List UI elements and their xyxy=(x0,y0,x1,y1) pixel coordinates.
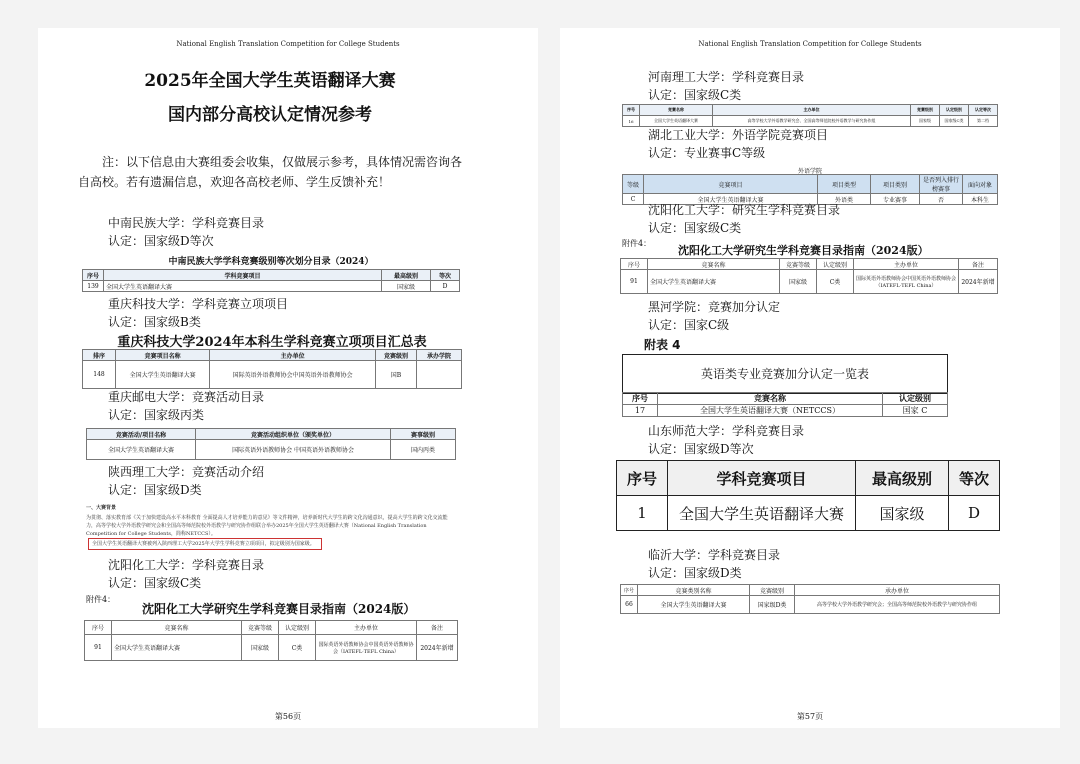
r3-caption: 沈阳化工大学研究生学科竞赛目录指南（2024版） xyxy=(678,244,929,257)
s1-caption: 中南民族大学学科竞赛级别等次划分目录（2024） xyxy=(168,257,374,267)
td: 专业赛事 xyxy=(871,194,920,205)
table-row xyxy=(617,496,1000,531)
th: 最高级别 xyxy=(382,270,431,281)
td: 外语类 xyxy=(818,194,871,205)
th: 承办学院 xyxy=(417,350,462,361)
s4-level: 认定：国家级D类 xyxy=(108,483,202,497)
r3-level: 认定：国家级C类 xyxy=(648,221,742,235)
s3-level: 认定：国家级丙类 xyxy=(108,408,205,422)
td: 148 xyxy=(83,361,116,389)
th: 项目类别 xyxy=(871,175,920,194)
s5-school: 沈阳化工大学：学科竞赛目录 xyxy=(108,558,265,572)
r4-school: 黑河学院：竞赛加分认定 xyxy=(648,300,781,314)
table-row xyxy=(623,116,998,127)
table-row xyxy=(621,270,998,294)
td: 2024年新增 xyxy=(959,270,998,294)
s2-caption: 重庆科技大学2024年本科生学科竞赛立项项目汇总表 xyxy=(117,335,427,350)
td: 国家级D类 xyxy=(750,596,795,614)
r4-level: 认定：国家C级 xyxy=(648,318,730,332)
table-row xyxy=(621,596,1000,614)
td: 国际英语外语教师协会中国英语外语教师协会（IATEFL·TEFL China） xyxy=(316,635,417,661)
s2-table xyxy=(82,349,462,389)
r6-school: 临沂大学：学科竞赛目录 xyxy=(648,548,781,562)
running-header: National English Translation Competition for College Students xyxy=(176,40,400,48)
th: 主办单位 xyxy=(712,105,910,116)
doc-subtitle: 国内部分高校认定情况参考 xyxy=(168,105,372,125)
th: 承办单位 xyxy=(795,585,1000,596)
th: 等次 xyxy=(949,461,1000,496)
page-number: 第56页 xyxy=(274,712,302,721)
s4-heading: 一、大赛背景 xyxy=(86,505,117,511)
th: 项目类型 xyxy=(818,175,871,194)
th: 序号 xyxy=(83,270,104,281)
th: 认定级别 xyxy=(940,105,969,116)
r2-school: 湖北工业大学：外语学院竞赛项目 xyxy=(648,128,829,142)
r1-table xyxy=(622,104,998,127)
th: 竞赛级别 xyxy=(911,105,940,116)
r2-level: 认定：专业赛事C等级 xyxy=(648,146,766,160)
td: 1 xyxy=(617,496,668,531)
r3-table xyxy=(620,258,998,294)
s4-highlight: 全国大学生英语翻译大赛被列入陕西理工大学2025年大学生学科竞赛立项项目，拟定级别为国家级。 xyxy=(88,538,322,550)
td: 66 xyxy=(621,596,638,614)
th: 是否列入排行榜赛事 xyxy=(920,175,963,194)
th: 竞赛活动/项目名称 xyxy=(87,429,196,440)
td: 国家 C xyxy=(883,405,948,417)
th: 序号 xyxy=(621,585,638,596)
r4-caption: 英语类专业竞赛加分认定一览表 xyxy=(622,354,948,394)
td: D xyxy=(949,496,1000,531)
td: 第二档 xyxy=(969,116,998,127)
th: 竞赛类别名称 xyxy=(638,585,750,596)
th: 竞赛名称 xyxy=(648,259,780,270)
s5-table xyxy=(84,620,458,661)
table-row xyxy=(87,440,456,460)
td: 高等学校大学外语教学研究会、全国高等师范院校外语教学与研究协作组 xyxy=(712,116,910,127)
th: 竞赛项目 xyxy=(644,175,818,194)
r5-level: 认定：国家级D等次 xyxy=(648,442,754,456)
th: 备注 xyxy=(417,621,458,635)
th: 认定级别 xyxy=(279,621,316,635)
s5-caption: 沈阳化工大学研究生学科竞赛目录指南（2024版） xyxy=(142,602,416,616)
s5-level: 认定：国家级C类 xyxy=(108,576,202,590)
th: 竞赛级别 xyxy=(376,350,417,361)
td: 国家级 xyxy=(780,270,817,294)
td: 国家级 xyxy=(382,281,431,292)
th: 序号 xyxy=(623,393,658,405)
td: 91 xyxy=(621,270,648,294)
th: 竞赛名称 xyxy=(112,621,242,635)
th: 排序 xyxy=(83,350,116,361)
td: 91 xyxy=(85,635,112,661)
th: 学科竞赛项目 xyxy=(104,270,382,281)
th: 主办单位 xyxy=(210,350,376,361)
r6-level: 认定：国家级D类 xyxy=(648,566,742,580)
td: 2024年新增 xyxy=(417,635,458,661)
s2-level: 认定：国家级B类 xyxy=(108,315,201,329)
th: 最高级别 xyxy=(856,461,949,496)
th: 主办单位 xyxy=(316,621,417,635)
th: 竞赛活动组织单位（颁奖单位） xyxy=(196,429,391,440)
s1-level: 认定：国家级D等次 xyxy=(108,234,214,248)
s3-school: 重庆邮电大学：竞赛活动目录 xyxy=(108,390,265,404)
table-row xyxy=(85,635,458,661)
th: 竞赛级别 xyxy=(750,585,795,596)
s1-school: 中南民族大学：学科竞赛目录 xyxy=(108,216,265,230)
th: 竞赛等级 xyxy=(242,621,279,635)
td: 全国大学生英语翻译大赛 xyxy=(640,116,713,127)
table-row xyxy=(83,361,462,389)
r1-level: 认定：国家级C类 xyxy=(648,88,742,102)
td: 全国大学生英语翻译大赛 xyxy=(644,194,818,205)
td: 16 xyxy=(623,116,640,127)
td: 国家级C类 xyxy=(940,116,969,127)
table-row xyxy=(623,405,948,417)
th: 等级 xyxy=(623,175,644,194)
td: 本科生 xyxy=(963,194,998,205)
th: 竞赛名称 xyxy=(640,105,713,116)
table-row xyxy=(83,281,460,292)
r1-school: 河南理工大学：学科竞赛目录 xyxy=(648,70,805,84)
td: 国家级 xyxy=(911,116,940,127)
s5-attach: 附件4： xyxy=(86,595,116,604)
td: 国家级 xyxy=(856,496,949,531)
th: 学科竞赛项目 xyxy=(668,461,856,496)
r5-school: 山东师范大学：学科竞赛目录 xyxy=(648,424,805,438)
th: 竞赛项目名称 xyxy=(116,350,210,361)
doc-title: 2025年全国大学生英语翻译大赛 xyxy=(144,71,396,91)
th: 认定级别 xyxy=(817,259,854,270)
r4-table xyxy=(622,392,948,417)
th: 赛事级别 xyxy=(391,429,456,440)
td xyxy=(417,361,462,389)
r5-table xyxy=(616,460,1000,531)
td: 国内丙类 xyxy=(391,440,456,460)
td: 国际英语外语教师协会中国英语外语教师协会（IATEFL·TEFL China） xyxy=(854,270,959,294)
td: 全国大学生英语翻译大赛 xyxy=(104,281,382,292)
td: 全国大学生英语翻译大赛 xyxy=(116,361,210,389)
th: 主办单位 xyxy=(854,259,959,270)
td: 全国大学生英语翻译大赛 xyxy=(668,496,856,531)
th: 备注 xyxy=(959,259,998,270)
th: 序号 xyxy=(621,259,648,270)
page-56 xyxy=(38,28,538,728)
running-header: National English Translation Competition for College Students xyxy=(698,40,922,48)
s2-school: 重庆科技大学：学科竞赛立项项目 xyxy=(108,297,289,311)
th: 等次 xyxy=(431,270,460,281)
th: 竞赛名称 xyxy=(658,393,883,405)
note-paragraph: 注：以下信息由大赛组委会收集，仅做展示参考，具体情况需咨询各自高校。若有遗漏信息，欢迎各高校老师、学生反馈补充！ xyxy=(78,155,463,189)
s4-paragraph: 为贯彻、落实教育部《关于加快建设高水平本科教育 全面提高人才培养能力的意见》等文件精神，培养新时代大学生的跨文化沟通意识，提高大学生的跨文化交流能力，高等学校大学外语教学研究会和全国高等师范院校外语教学与研究协作组联合举办2025年全国大学生英语翻译大赛（National English Translation Competition for College Students，简称NETCCS）。 xyxy=(86,515,448,537)
td: C xyxy=(623,194,644,205)
page-57 xyxy=(560,28,1060,728)
r6-table xyxy=(620,584,1000,614)
r4-attach: 附表 4 xyxy=(644,338,681,352)
td: 高等学校大学外语教学研究会；全国高等师范院校外语教学与研究协作组 xyxy=(795,596,1000,614)
th: 认定级别 xyxy=(883,393,948,405)
td: 国际英语外语教师协会 中国英语外语教师协会 xyxy=(196,440,391,460)
td: C类 xyxy=(817,270,854,294)
th: 竞赛等级 xyxy=(780,259,817,270)
th: 面向对象 xyxy=(963,175,998,194)
s4-school: 陕西理工大学：竞赛活动介绍 xyxy=(108,465,265,479)
td: 否 xyxy=(920,194,963,205)
th: 序号 xyxy=(85,621,112,635)
td: 国际英语外语教师协会中国英语外语教师协会 xyxy=(210,361,376,389)
th: 认定等次 xyxy=(969,105,998,116)
r3-attach: 附件4： xyxy=(622,239,652,248)
th: 序号 xyxy=(617,461,668,496)
td: 国B xyxy=(376,361,417,389)
td: 全国大学生英语翻译大赛 xyxy=(87,440,196,460)
td: 全国大学生英语翻译大赛 xyxy=(112,635,242,661)
td: 全国大学生英语翻译大赛 xyxy=(638,596,750,614)
td: 139 xyxy=(83,281,104,292)
s1-table xyxy=(82,269,460,292)
td: D xyxy=(431,281,460,292)
td: 全国大学生英语翻译大赛 xyxy=(648,270,780,294)
s3-table xyxy=(86,428,456,460)
r3-school: 沈阳化工大学：研究生学科竞赛目录 xyxy=(648,203,841,217)
td: 全国大学生英语翻译大赛（NETCCS） xyxy=(658,405,883,417)
r2-dept: 外语学院 xyxy=(797,168,822,175)
td: 国家级 xyxy=(242,635,279,661)
th: 序号 xyxy=(623,105,640,116)
td: 17 xyxy=(623,405,658,417)
page-number: 第57页 xyxy=(796,712,824,721)
td: C类 xyxy=(279,635,316,661)
